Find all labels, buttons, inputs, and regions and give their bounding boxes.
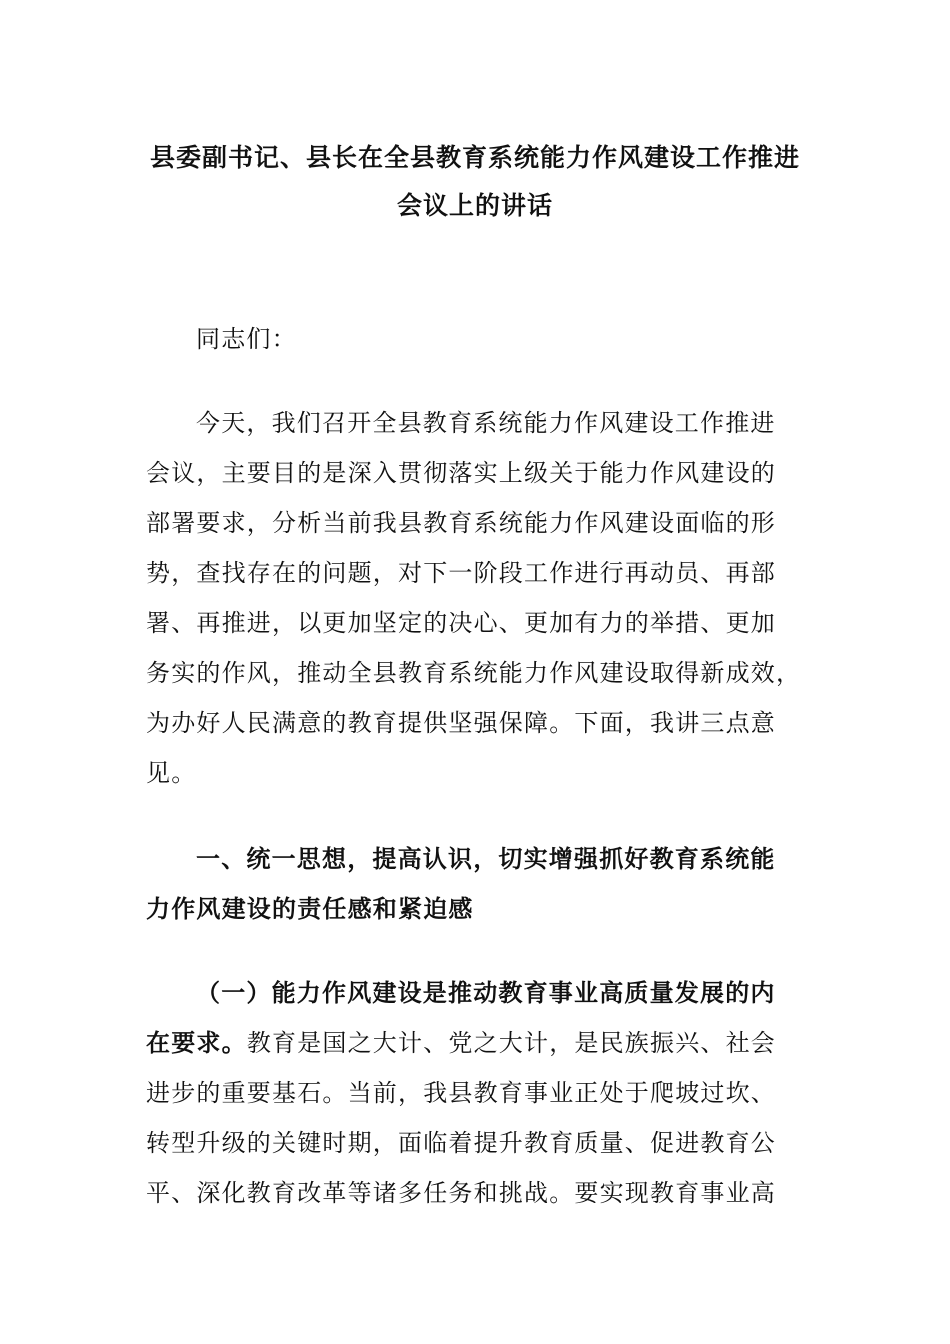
intro-line: 务实的作风，推动全县教育系统能力作风建设取得新成效， [146,659,802,687]
subsection-heading-tail: 在要求。 [146,1028,247,1057]
intro-line: 为办好人民满意的教育提供坚强保障。下面，我讲三点意 [146,709,776,737]
greeting-paragraph [146,314,796,364]
subsection-mixed-line [146,1018,796,1068]
intro-paragraph [146,398,802,798]
subsection-heading-line: （一）能力作风建设是推动教育事业高质量发展的内 [196,978,776,1007]
subsection-1-paragraph [146,968,796,1218]
subsection-body-line: 转型升级的关键时期，面临着提升教育质量、促进教育公 [146,1129,776,1157]
document-title [120,134,830,230]
intro-line: 会议，主要目的是深入贯彻落实上级关于能力作风建设的 [146,459,776,487]
intro-line: 部署要求，分析当前我县教育系统能力作风建设面临的形 [146,509,776,537]
intro-line: 署、再推进，以更加坚定的决心、更加有力的举措、更加 [146,609,776,637]
section-heading-line: 一、统一思想，提高认识，切实增强抓好教育系统能 [196,844,776,873]
subsection-body-line: 平、深化教育改革等诸多任务和挑战。要实现教育事业高 [146,1179,776,1207]
subsection-body-start: 教育是国之大计、党之大计，是民族振兴、社会 [246,1029,777,1057]
intro-line: 今天，我们召开全县教育系统能力作风建设工作推进 [196,409,776,437]
greeting-text: 同志们： [196,325,297,353]
title-line-1: 县委副书记、县长在全县教育系统能力作风建设工作推进 [149,143,800,172]
section-heading-line: 力作风建设的责任感和紧迫感 [146,894,474,923]
intro-line: 势，查找存在的问题，对下一阶段工作进行再动员、再部 [146,559,776,587]
title-line-2: 会议上的讲话 [396,191,553,220]
intro-line: 见。 [146,759,197,787]
subsection-body-line: 进步的重要基石。当前，我县教育事业正处于爬坡过坎、 [146,1079,776,1107]
section-1-heading [146,834,796,934]
